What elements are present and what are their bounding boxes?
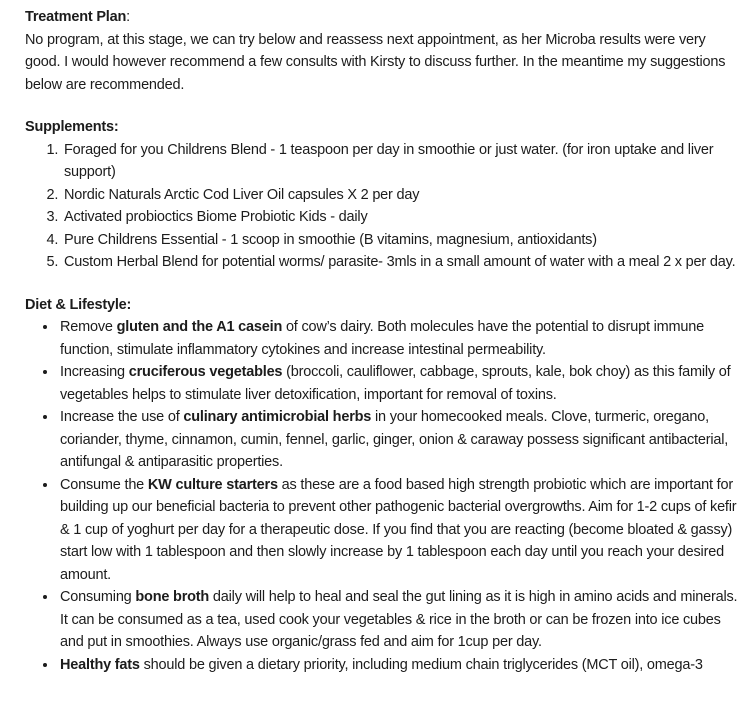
text-segment: (broccoli, cauliflower, cabbage, sprouts, kale, bok choy) as this family of vegetables helps to stimulate liver detoxification, important for removal of toxins. bbox=[60, 364, 731, 403]
text-segment: as these are a food based high strength probiotic which are important for building up our beneficial bacteria to prevent other pathogenic bacterial overgrowths. Aim for 1-2 cups of kefir & 1 cup of yoghurt per day for a therapeutic dose. If you find that you are reacting (become bloated & gassy) start low with 1 tablespoon and then slowly increase by 1 tablespoon each day until you reach your desired amount. bbox=[60, 476, 737, 583]
diet-lifestyle-section bbox=[25, 294, 738, 677]
bold-text-segment: KW culture starters bbox=[147, 476, 278, 493]
treatment-plan-heading bbox=[25, 6, 738, 29]
text-segment: Remove bbox=[60, 319, 117, 335]
text-segment: Increase the use of bbox=[60, 409, 184, 425]
treatment-plan-heading-text: Treatment Plan bbox=[25, 9, 127, 25]
supplement-list-item: 1. Foraged for you Childrens Blend - 1 teaspoon per day in smoothie or just water. (for iron uptake and liver support) bbox=[62, 139, 738, 184]
bold-text-segment: Healthy fats bbox=[60, 656, 140, 673]
text-segment: should be given a dietary priority, including medium chain triglycerides (MCT oil), omega-3 bbox=[139, 656, 703, 673]
diet-list-item bbox=[58, 361, 738, 406]
diet-list-item bbox=[58, 474, 738, 587]
text-segment: Consuming bbox=[60, 589, 136, 605]
diet-list-item bbox=[58, 586, 738, 654]
text-segment: of cow’s dairy. Both molecules have the potential to disrupt immune function, stimulate inflammatory cytokines and increase intestinal permeability. bbox=[60, 319, 705, 358]
diet-list-item bbox=[58, 654, 738, 677]
supplement-list-item: 2. Nordic Naturals Arctic Cod Liver Oil capsules X 2 per day bbox=[62, 184, 738, 207]
supplements-list bbox=[25, 139, 738, 274]
text-segment: Consume the bbox=[60, 476, 148, 493]
bold-text-segment: bone broth bbox=[135, 589, 210, 605]
treatment-plan-paragraph: No program, at this stage, we can try below and reassess next appointment, as her Microba results were very good. I would however recommend a few consults with Kirsty to discuss further. In the meantime my suggestions below are recommended. bbox=[25, 31, 726, 93]
treatment-plan-heading-colon: : bbox=[126, 9, 130, 25]
diet-list-item bbox=[58, 316, 738, 361]
diet-lifestyle-heading: Diet & Lifestyle: bbox=[25, 296, 132, 313]
supplement-list-item: 4. Pure Childrens Essential - 1 scoop in smoothie (B vitamins, magnesium, antioxidants) bbox=[62, 229, 738, 252]
supplements-heading: Supplements: bbox=[25, 119, 119, 135]
text-segment: in your homecooked meals. Clove, turmeric, oregano, coriander, thyme, cinnamon, cumin, fennel, garlic, ginger, onion & caraway possess significant antibacterial, antifungal & antiparasitic properties. bbox=[60, 409, 729, 470]
supplements-section bbox=[25, 116, 738, 274]
text-segment: Increasing bbox=[60, 364, 129, 380]
diet-list-item bbox=[58, 406, 738, 474]
bold-text-segment: cruciferous vegetables bbox=[128, 364, 283, 380]
supplement-list-item: 3. Activated probioctics Biome Probiotic Kids - daily bbox=[62, 206, 738, 229]
treatment-plan-section bbox=[25, 6, 738, 96]
bold-text-segment: culinary antimicrobial herbs bbox=[183, 409, 372, 425]
diet-lifestyle-list bbox=[25, 316, 738, 676]
supplement-list-item: 5. Custom Herbal Blend for potential worms/ parasite- 3mls in a small amount of water with a meal 2 x per day. bbox=[62, 251, 738, 274]
text-segment: daily will help to heal and seal the gut lining as it is high in amino acids and minerals. It can be consumed as a tea, used cook your vegetables & rice in the broth or can be frozen into ice cubes and put in smoothies. Always use organic/grass fed and aim for 1cup per day. bbox=[60, 589, 738, 650]
bold-text-segment: gluten and the A1 casein bbox=[116, 319, 283, 335]
